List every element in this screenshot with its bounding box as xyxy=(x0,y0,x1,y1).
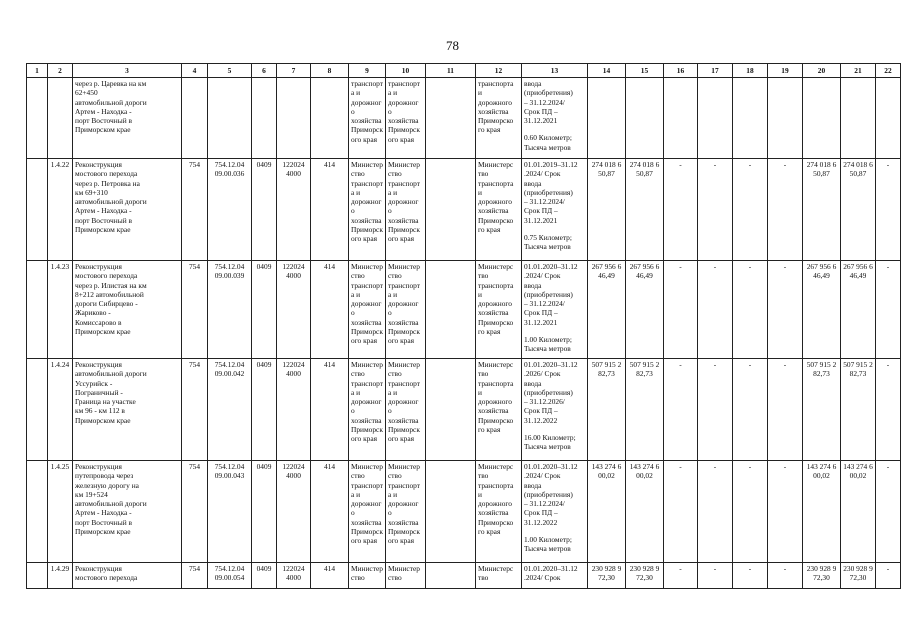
cell-c9 xyxy=(349,359,386,461)
cell-c5 xyxy=(208,359,252,461)
cell-text: - xyxy=(783,564,787,573)
cell-c15 xyxy=(626,461,664,563)
cell-c7 xyxy=(277,563,311,589)
column-number-16: 16 xyxy=(664,64,698,78)
column-number-8: 8 xyxy=(311,64,349,78)
cell-text: Министерс тво транспорта и дорожного хозяйства Приморско го края xyxy=(478,262,514,337)
cell-c22 xyxy=(876,461,901,563)
cell-text: 754.12.04 09.00.042 xyxy=(214,360,245,379)
capacity-unit-text: 1.00 Километр; Тысяча метров xyxy=(524,535,572,554)
column-number-7: 7 xyxy=(277,64,311,78)
cell-c16 xyxy=(664,359,698,461)
cell-text: - xyxy=(713,360,717,369)
cell-text: 0409 xyxy=(256,160,272,169)
cell-c7 xyxy=(277,261,311,359)
cell-text: 754.12.04 09.00.043 xyxy=(214,462,245,481)
cell-c14 xyxy=(588,563,626,589)
cell-c19 xyxy=(768,78,803,159)
cell-c18 xyxy=(733,359,768,461)
cell-c11 xyxy=(426,78,476,159)
cell-c5 xyxy=(208,78,252,159)
object-name-cell xyxy=(73,563,182,589)
cell-c12 xyxy=(476,78,522,159)
cell-text: 1.4.22 xyxy=(50,160,70,169)
cell-c4 xyxy=(182,461,208,563)
row-col1-cell xyxy=(27,461,48,563)
cell-c11 xyxy=(426,261,476,359)
row-number-cell xyxy=(48,461,73,563)
cell-text: - xyxy=(783,262,787,271)
cell-c16 xyxy=(664,563,698,589)
cell-text: 754.12.04 09.00.054 xyxy=(214,564,245,583)
capacity-unit-text: 0.60 Километр; Тысяча метров xyxy=(524,133,572,152)
cell-c11 xyxy=(426,461,476,563)
cell-c14 xyxy=(588,461,626,563)
cell-c5 xyxy=(208,261,252,359)
cell-text: 0409 xyxy=(256,462,272,471)
column-number-2: 2 xyxy=(48,64,73,78)
cell-text: 01.01.2020–31.12 .2024/ Срок ввода (приобретения) – 31.12.2024/ Срок ПД – 31.12.2022 xyxy=(524,462,578,527)
cell-c13 xyxy=(522,461,588,563)
object-name-text: Реконструкция путепровода через железную дорогу на км 19+524 автомобильной дороги Артем - Находка - порт Восточный в Приморском крае xyxy=(75,462,147,537)
cell-c16 xyxy=(664,78,698,159)
cell-text: 507 915 2 82,73 xyxy=(591,360,622,379)
cell-c17 xyxy=(698,261,733,359)
cell-c16 xyxy=(664,261,698,359)
cell-text: транспорт а и дорожног о хозяйства Приморск ого края xyxy=(388,79,421,144)
cell-text: - xyxy=(748,462,752,471)
cell-c15 xyxy=(626,159,664,261)
table-row xyxy=(27,159,901,261)
table-row xyxy=(27,261,901,359)
cell-text: 230 928 9 72,30 xyxy=(629,564,660,583)
cell-text: Министер ство транспорт а и дорожног о хозяйства Приморск ого края xyxy=(388,262,421,346)
cell-c13 xyxy=(522,359,588,461)
object-name-text: Реконструкция мостового перехода через р. Петровка на км 69+310 автомобильной дороги Артем - Находка - порт Восточный в Приморском крае xyxy=(75,160,147,235)
cell-c20 xyxy=(803,359,841,461)
cell-c8 xyxy=(311,461,349,563)
cell-c14 xyxy=(588,159,626,261)
cell-c19 xyxy=(768,159,803,261)
object-name-cell xyxy=(73,461,182,563)
cell-c18 xyxy=(733,78,768,159)
cell-c10 xyxy=(386,78,426,159)
cell-text: 0409 xyxy=(256,262,272,271)
cell-text: - xyxy=(679,262,682,271)
cell-text: - xyxy=(748,160,752,169)
cell-c15 xyxy=(626,261,664,359)
cell-c8 xyxy=(311,78,349,159)
cell-c20 xyxy=(803,78,841,159)
cell-c6 xyxy=(252,159,277,261)
row-col1-cell xyxy=(27,159,48,261)
cell-c16 xyxy=(664,159,698,261)
object-name-cell xyxy=(73,359,182,461)
cell-c17 xyxy=(698,159,733,261)
cell-c10 xyxy=(386,461,426,563)
column-number-9: 9 xyxy=(349,64,386,78)
cell-text: 143 274 6 00,02 xyxy=(843,462,873,481)
cell-c6 xyxy=(252,359,277,461)
cell-text: 754 xyxy=(188,262,201,271)
column-number-5: 5 xyxy=(208,64,252,78)
cell-c8 xyxy=(311,159,349,261)
cell-c12 xyxy=(476,563,522,589)
cell-text: 414 xyxy=(323,360,336,369)
cell-c17 xyxy=(698,359,733,461)
cell-text: - xyxy=(783,462,787,471)
cell-c20 xyxy=(803,461,841,563)
object-name-cell xyxy=(73,159,182,261)
cell-text: 754 xyxy=(188,462,201,471)
cell-c17 xyxy=(698,78,733,159)
cell-c4 xyxy=(182,261,208,359)
row-number-cell xyxy=(48,78,73,159)
cell-c7 xyxy=(277,78,311,159)
cell-c14 xyxy=(588,78,626,159)
object-name-cell xyxy=(73,78,182,159)
cell-text: - xyxy=(713,262,717,271)
cell-text: Министерс тво транспорта и дорожного хозяйства Приморско го края xyxy=(478,160,514,235)
cell-c6 xyxy=(252,78,277,159)
cell-text: 1.4.25 xyxy=(50,462,70,471)
cell-text: - xyxy=(783,360,787,369)
object-name-text: через р. Царевка на км 62+450 автомобильной дороги Артем - Находка - порт Восточный в Приморском крае xyxy=(75,79,147,135)
cell-c6 xyxy=(252,461,277,563)
cell-c5 xyxy=(208,563,252,589)
cell-text: - xyxy=(679,462,682,471)
object-name-text: Реконструкция мостового перехода через р. Илистая на км 8+212 автомобильной дороги Сибирцево - Жариково - Комиссарово в Приморском крае xyxy=(75,262,147,337)
cell-text: - xyxy=(679,360,682,369)
row-number-cell xyxy=(48,563,73,589)
cell-c11 xyxy=(426,563,476,589)
cell-c14 xyxy=(588,359,626,461)
cell-text: - xyxy=(713,462,717,471)
cell-text: 01.01.2019–31.12 .2024/ Срок ввода (приобретения) – 31.12.2024/ Срок ПД – 31.12.2021 xyxy=(524,160,578,225)
row-number-cell xyxy=(48,159,73,261)
cell-c8 xyxy=(311,563,349,589)
cell-c9 xyxy=(349,78,386,159)
cell-text: 122024 4000 xyxy=(282,564,305,583)
cell-text: 754.12.04 09.00.036 xyxy=(214,160,245,179)
cell-c18 xyxy=(733,261,768,359)
cell-text: 754 xyxy=(188,160,201,169)
row-col1-cell xyxy=(27,78,48,159)
cell-text: 414 xyxy=(323,564,336,573)
cell-c4 xyxy=(182,159,208,261)
cell-text: 507 915 2 82,73 xyxy=(629,360,660,379)
cell-text: 267 956 6 46,49 xyxy=(806,262,837,281)
cell-c8 xyxy=(311,359,349,461)
cell-text: Министерс тво транспорта и дорожного хозяйства Приморско го края xyxy=(478,462,514,537)
cell-c15 xyxy=(626,563,664,589)
cell-c22 xyxy=(876,159,901,261)
column-number-10: 10 xyxy=(386,64,426,78)
cell-text: 0409 xyxy=(256,360,272,369)
page-number: 78 xyxy=(446,38,459,53)
cell-text: - xyxy=(679,160,682,169)
cell-c8 xyxy=(311,261,349,359)
cell-text: 1.4.24 xyxy=(50,360,70,369)
column-number-12: 12 xyxy=(476,64,522,78)
cell-c14 xyxy=(588,261,626,359)
cell-c10 xyxy=(386,563,426,589)
cell-c19 xyxy=(768,359,803,461)
table-row xyxy=(27,78,901,159)
cell-c7 xyxy=(277,159,311,261)
cell-text: - xyxy=(679,564,682,573)
column-number-row xyxy=(27,64,901,78)
cell-c10 xyxy=(386,261,426,359)
cell-c9 xyxy=(349,461,386,563)
cell-c18 xyxy=(733,563,768,589)
cell-text: - xyxy=(886,564,890,573)
cell-c13 xyxy=(522,78,588,159)
cell-text: 122024 4000 xyxy=(282,360,305,379)
object-name-text: Реконструкция автомобильной дороги Уссурийск - Пограничный - Граница на участке км 96 - км 112 в Приморском крае xyxy=(75,360,147,425)
cell-text: транспорт а и дорожног о хозяйства Приморск ого края xyxy=(351,79,384,144)
cell-text: 754 xyxy=(188,360,201,369)
cell-text: - xyxy=(886,262,890,271)
cell-text: Министерс тво транспорта и дорожного хозяйства Приморско го края xyxy=(478,360,514,435)
cell-text: Министер ство транспорт а и дорожног о хозяйства Приморск ого края xyxy=(388,462,421,546)
cell-c17 xyxy=(698,461,733,563)
cell-c12 xyxy=(476,461,522,563)
capacity-unit-text: 1.00 Километр; Тысяча метров xyxy=(524,335,572,354)
cell-c4 xyxy=(182,359,208,461)
cell-c22 xyxy=(876,563,901,589)
cell-c7 xyxy=(277,461,311,563)
cell-text: - xyxy=(783,160,787,169)
cell-c21 xyxy=(841,78,876,159)
cell-text: 230 928 9 72,30 xyxy=(806,564,837,583)
column-number-11: 11 xyxy=(426,64,476,78)
cell-c10 xyxy=(386,359,426,461)
column-number-14: 14 xyxy=(588,64,626,78)
cell-c22 xyxy=(876,78,901,159)
cell-text: 143 274 6 00,02 xyxy=(591,462,622,481)
cell-c10 xyxy=(386,159,426,261)
cell-text: - xyxy=(713,160,717,169)
cell-c20 xyxy=(803,563,841,589)
cell-text: 507 915 2 82,73 xyxy=(806,360,837,379)
cell-text: 01.01.2020–31.12 .2026/ Срок ввода (приобретения) – 31.12.2026/ Срок ПД – 31.12.2022 xyxy=(524,360,578,425)
cell-text: 754.12.04 09.00.039 xyxy=(214,262,245,281)
cell-text: Министер ство транспорт а и дорожног о хозяйства Приморск ого края xyxy=(351,360,384,444)
cell-text: - xyxy=(713,564,717,573)
cell-c22 xyxy=(876,359,901,461)
cell-c21 xyxy=(841,159,876,261)
column-number-1: 1 xyxy=(27,64,48,78)
cell-c21 xyxy=(841,261,876,359)
cell-text: - xyxy=(886,160,890,169)
cell-c5 xyxy=(208,461,252,563)
column-number-18: 18 xyxy=(733,64,768,78)
cell-text: Министер ство транспорт а и дорожног о хозяйства Приморск ого края xyxy=(351,160,384,244)
cell-text: Министер ство транспорт а и дорожног о хозяйства Приморск ого края xyxy=(388,360,421,444)
cell-text: 274 018 6 50,87 xyxy=(591,160,622,179)
cell-text: 1.4.29 xyxy=(50,564,70,573)
column-number-15: 15 xyxy=(626,64,664,78)
cell-text: 122024 4000 xyxy=(282,262,305,281)
cell-c9 xyxy=(349,159,386,261)
column-number-4: 4 xyxy=(182,64,208,78)
cell-c4 xyxy=(182,78,208,159)
cell-text: ввода (приобретения) – 31.12.2024/ Срок ПД – 31.12.2021 xyxy=(524,79,573,126)
cell-text: 267 956 6 46,49 xyxy=(629,262,660,281)
cell-c19 xyxy=(768,461,803,563)
cell-text: 0409 xyxy=(256,564,272,573)
cell-c13 xyxy=(522,563,588,589)
cell-text: 414 xyxy=(323,262,336,271)
cell-c20 xyxy=(803,159,841,261)
cell-text: - xyxy=(748,262,752,271)
object-name-text: Реконструкция мостового перехода xyxy=(75,564,138,583)
column-number-22: 22 xyxy=(876,64,901,78)
cell-c15 xyxy=(626,78,664,159)
cell-c9 xyxy=(349,563,386,589)
cell-c21 xyxy=(841,563,876,589)
cell-text: - xyxy=(748,564,752,573)
cell-c11 xyxy=(426,159,476,261)
cell-c9 xyxy=(349,261,386,359)
cell-c12 xyxy=(476,261,522,359)
cell-text: 274 018 6 50,87 xyxy=(806,160,837,179)
column-number-3: 3 xyxy=(73,64,182,78)
cell-text: 122024 4000 xyxy=(282,462,305,481)
cell-c12 xyxy=(476,359,522,461)
cell-c20 xyxy=(803,261,841,359)
row-number-cell xyxy=(48,359,73,461)
cell-c21 xyxy=(841,461,876,563)
table-row xyxy=(27,563,901,589)
cell-text: - xyxy=(886,462,890,471)
cell-text: 414 xyxy=(323,160,336,169)
cell-text: 01.01.2020–31.12 .2024/ Срок ввода (приобретения) – 31.12.2024/ Срок ПД – 31.12.2021 xyxy=(524,262,578,327)
object-name-cell xyxy=(73,261,182,359)
cell-text: - xyxy=(748,360,752,369)
budget-table xyxy=(26,63,901,589)
cell-text: Министер ство xyxy=(388,564,420,583)
capacity-unit-text: 16.00 Километр; Тысяча метров xyxy=(524,433,576,452)
cell-text: 122024 4000 xyxy=(282,160,305,179)
table-row xyxy=(27,359,901,461)
row-col1-cell xyxy=(27,261,48,359)
cell-text: 414 xyxy=(323,462,336,471)
cell-c22 xyxy=(876,261,901,359)
cell-text: 754 xyxy=(188,564,201,573)
cell-text: Министер ство транспорт а и дорожног о хозяйства Приморск ого края xyxy=(351,262,384,346)
cell-text: 230 928 9 72,30 xyxy=(843,564,873,583)
cell-c19 xyxy=(768,261,803,359)
cell-c6 xyxy=(252,563,277,589)
cell-text: 267 956 6 46,49 xyxy=(843,262,873,281)
table-row xyxy=(27,461,901,563)
cell-c7 xyxy=(277,359,311,461)
cell-c12 xyxy=(476,159,522,261)
cell-text: - xyxy=(886,360,890,369)
cell-text: 267 956 6 46,49 xyxy=(591,262,622,281)
cell-c16 xyxy=(664,461,698,563)
cell-c18 xyxy=(733,159,768,261)
row-col1-cell xyxy=(27,359,48,461)
cell-text: Министер ство транспорт а и дорожног о хозяйства Приморск ого края xyxy=(351,462,384,546)
row-col1-cell xyxy=(27,563,48,589)
cell-c19 xyxy=(768,563,803,589)
cell-text: 143 274 6 00,02 xyxy=(806,462,837,481)
column-number-21: 21 xyxy=(841,64,876,78)
column-number-13: 13 xyxy=(522,64,588,78)
cell-text: 274 018 6 50,87 xyxy=(629,160,660,179)
cell-text: 01.01.2020–31.12 .2024/ Срок xyxy=(524,564,578,583)
cell-text: 230 928 9 72,30 xyxy=(591,564,622,583)
cell-c15 xyxy=(626,359,664,461)
column-number-19: 19 xyxy=(768,64,803,78)
cell-c13 xyxy=(522,261,588,359)
cell-text: 143 274 6 00,02 xyxy=(629,462,660,481)
cell-c4 xyxy=(182,563,208,589)
cell-c5 xyxy=(208,159,252,261)
cell-text: Министер ство транспорт а и дорожног о хозяйства Приморск ого края xyxy=(388,160,421,244)
column-number-20: 20 xyxy=(803,64,841,78)
cell-text: 1.4.23 xyxy=(50,262,70,271)
row-number-cell xyxy=(48,261,73,359)
column-number-6: 6 xyxy=(252,64,277,78)
cell-text: Министер ство xyxy=(351,564,383,583)
cell-text: 274 018 6 50,87 xyxy=(843,160,873,179)
cell-c21 xyxy=(841,359,876,461)
capacity-unit-text: 0.75 Километр; Тысяча метров xyxy=(524,233,572,252)
cell-c18 xyxy=(733,461,768,563)
cell-c11 xyxy=(426,359,476,461)
cell-text: 507 915 2 82,73 xyxy=(843,360,873,379)
cell-text: транспорта и дорожного хозяйства Приморско го края xyxy=(478,79,514,135)
column-number-17: 17 xyxy=(698,64,733,78)
cell-c6 xyxy=(252,261,277,359)
cell-c17 xyxy=(698,563,733,589)
cell-c13 xyxy=(522,159,588,261)
cell-text: Министерс тво xyxy=(478,564,514,583)
